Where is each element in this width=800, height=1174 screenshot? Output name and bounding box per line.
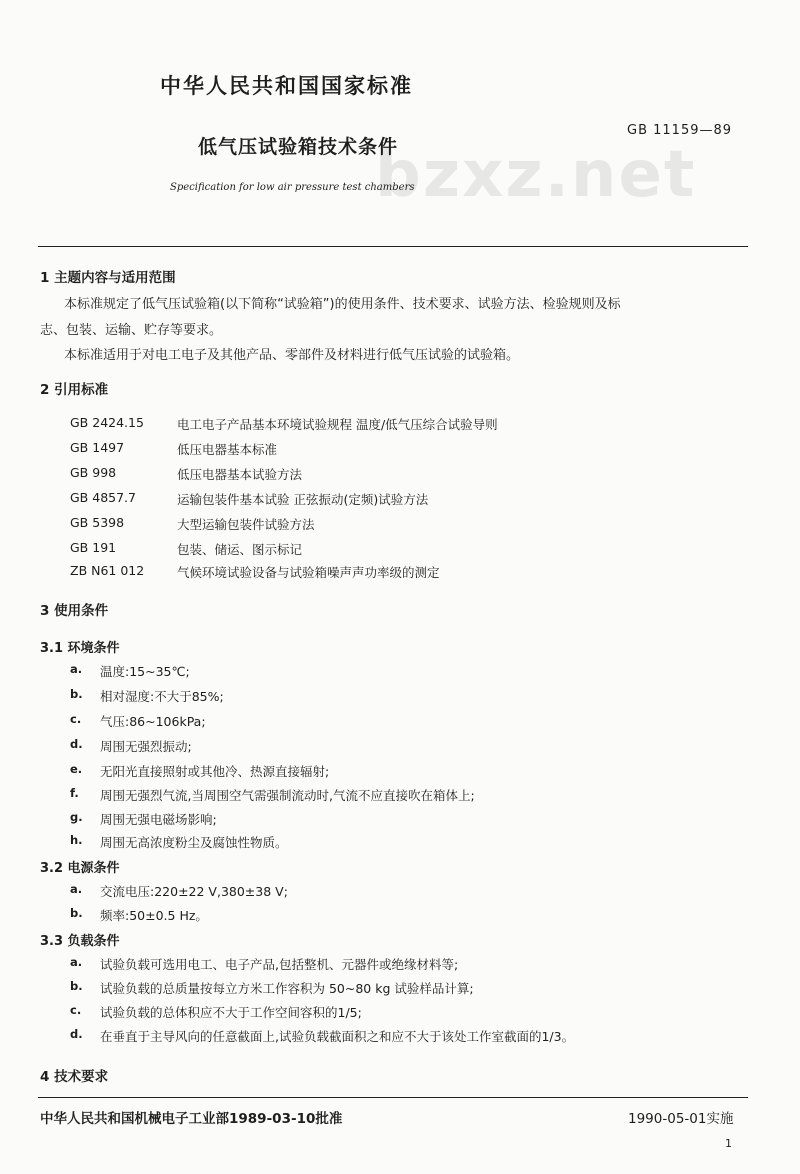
section-1-heading: 1 主题内容与适用范围 bbox=[40, 270, 176, 286]
reference-code: GB 2424.15 bbox=[70, 415, 144, 430]
document-title: 低气压试验箱技术条件 bbox=[198, 136, 399, 158]
item-text: 试验负载可选用电工、电子产品,包括整机、元器件或绝缘材料等; bbox=[100, 957, 459, 972]
item-text: 温度:15~35℃; bbox=[100, 664, 190, 679]
item-letter: d. bbox=[70, 1027, 83, 1041]
page-number: 1 bbox=[725, 1137, 732, 1150]
item-letter: b. bbox=[70, 906, 83, 920]
implementation-date: 1990-05-01实施 bbox=[628, 1111, 734, 1127]
item-letter: a. bbox=[70, 662, 83, 676]
reference-title: 低压电器基本试验方法 bbox=[177, 467, 303, 482]
section-3-heading: 3 使用条件 bbox=[40, 603, 109, 619]
reference-code: GB 5398 bbox=[70, 515, 125, 530]
item-letter: c. bbox=[70, 1003, 82, 1017]
item-text: 气压:86~106kPa; bbox=[100, 714, 206, 729]
item-letter: f. bbox=[70, 786, 79, 800]
item-text: 周围无高浓度粉尘及腐蚀性物质。 bbox=[100, 835, 288, 850]
item-text: 频率:50±0.5 Hz。 bbox=[100, 908, 208, 923]
reference-code: GB 1497 bbox=[70, 440, 125, 455]
approval-line: 中华人民共和国机械电子工业部1989-03-10批准 bbox=[40, 1111, 343, 1127]
reference-code: GB 4857.7 bbox=[70, 490, 136, 505]
reference-title: 大型运输包装件试验方法 bbox=[177, 517, 315, 532]
item-text: 试验负载的总质量按每立方米工作容积为 50~80 kg 试验样品计算; bbox=[100, 981, 474, 996]
subsection-3-1-heading: 3.1 环境条件 bbox=[40, 641, 120, 656]
item-letter: h. bbox=[70, 833, 83, 847]
item-text: 周围无强烈振动; bbox=[100, 739, 192, 754]
item-letter: c. bbox=[70, 712, 82, 726]
item-letter: a. bbox=[70, 882, 83, 896]
section-1-paragraph-1-line-1: 本标准规定了低气压试验箱(以下简称“试验箱”)的使用条件、技术要求、试验方法、检验规则及标 bbox=[64, 297, 621, 312]
bottom-divider bbox=[38, 1097, 748, 1098]
item-letter: d. bbox=[70, 737, 83, 751]
subsection-3-3-heading: 3.3 负载条件 bbox=[40, 934, 120, 949]
section-1-paragraph-2: 本标准适用于对电工电子及其他产品、零部件及材料进行低气压试验的试验箱。 bbox=[64, 348, 520, 363]
reference-title: 包装、储运、图示标记 bbox=[177, 542, 303, 557]
item-letter: a. bbox=[70, 955, 83, 969]
item-letter: b. bbox=[70, 687, 83, 701]
item-letter: g. bbox=[70, 810, 83, 824]
standard-title: 中华人民共和国国家标准 bbox=[160, 74, 413, 98]
item-text: 无阳光直接照射或其他冷、热源直接辐射; bbox=[100, 764, 330, 779]
reference-code: ZB N61 012 bbox=[70, 563, 145, 578]
item-text: 相对湿度:不大于85%; bbox=[100, 689, 224, 704]
item-text: 交流电压:220±22 V,380±38 V; bbox=[100, 884, 288, 899]
top-divider bbox=[38, 246, 748, 247]
standard-number: GB 11159—89 bbox=[627, 123, 733, 138]
section-2-heading: 2 引用标准 bbox=[40, 382, 109, 398]
reference-title: 气候环境试验设备与试验箱噪声声功率级的测定 bbox=[177, 565, 440, 580]
item-letter: e. bbox=[70, 762, 83, 776]
reference-code: GB 191 bbox=[70, 540, 117, 555]
section-4-heading: 4 技术要求 bbox=[40, 1069, 109, 1085]
reference-title: 运输包装件基本试验 正弦振动(定频)试验方法 bbox=[177, 492, 429, 507]
item-text: 周围无强电磁场影响; bbox=[100, 812, 217, 827]
item-letter: b. bbox=[70, 979, 83, 993]
document-subtitle: Specification for low air pressure test chambers bbox=[170, 182, 415, 193]
watermark: bzxz.net bbox=[375, 138, 697, 212]
reference-title: 低压电器基本标准 bbox=[177, 442, 278, 457]
item-text: 在垂直于主导风向的任意截面上,试验负载截面积之和应不大于该处工作室截面的1/3。 bbox=[100, 1029, 575, 1044]
item-text: 试验负载的总体积应不大于工作空间容积的1/5; bbox=[100, 1005, 362, 1020]
item-text: 周围无强烈气流,当周围空气需强制流动时,气流不应直接吹在箱体上; bbox=[100, 788, 475, 803]
section-1-paragraph-1-line-2: 志、包装、运输、贮存等要求。 bbox=[40, 323, 223, 338]
subsection-3-2-heading: 3.2 电源条件 bbox=[40, 861, 120, 876]
reference-code: GB 998 bbox=[70, 465, 117, 480]
reference-title: 电工电子产品基本环境试验规程 温度/低气压综合试验导则 bbox=[177, 417, 498, 432]
